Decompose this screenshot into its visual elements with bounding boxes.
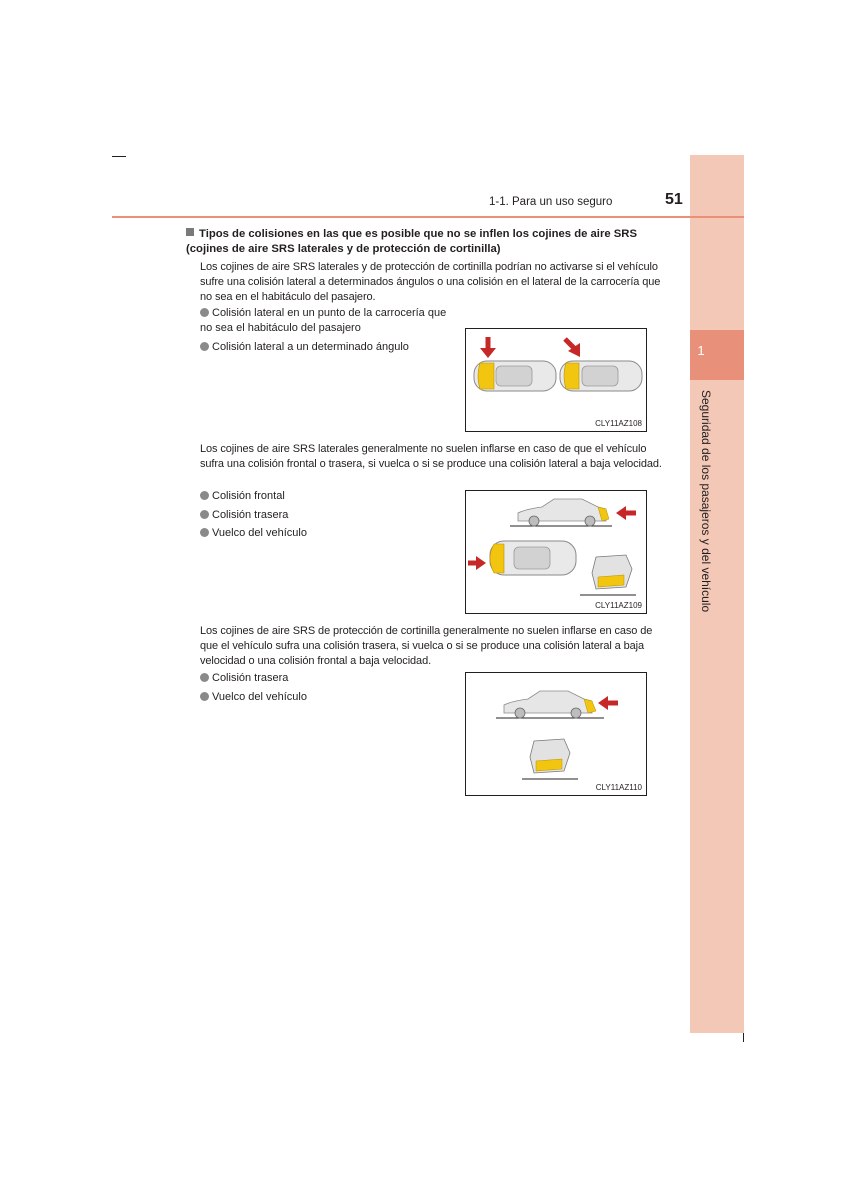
paragraph-2: Los cojines de aire SRS laterales generalmente no suelen inflarse en caso de que el vehículo sufra una colisión frontal o trasera, si vuelca o si se produce una colisión lateral a baja velocidad.: [200, 443, 662, 470]
figure-rear-rollover: [465, 672, 647, 796]
side-collision-illustration: [466, 329, 646, 431]
figure-front-rear-rollover: [465, 490, 647, 614]
car-side-view: [510, 499, 612, 526]
list-item: [200, 489, 285, 504]
car-top-view-front: [490, 541, 576, 575]
list-item-text: Colisión lateral a un determinado ángulo: [212, 341, 409, 353]
header-rule: [112, 216, 744, 218]
subsection-heading: [186, 227, 666, 257]
car-rollover: [522, 739, 578, 779]
list-item: [200, 306, 460, 336]
rear-rollover-illustration: [466, 673, 646, 795]
chapter-number: 1: [697, 343, 705, 358]
bullet-icon: [200, 673, 209, 682]
list-item-text: Colisión frontal: [212, 490, 285, 502]
car-side-view: [496, 691, 604, 718]
list-item-text: Vuelco del vehículo: [212, 527, 307, 539]
chapter-title: Seguridad de los pasajeros y del vehículo: [699, 390, 713, 613]
front-rear-rollover-illustration: [466, 491, 646, 613]
figure-side-collision: [465, 328, 647, 432]
section-title: 1-1. Para un uso seguro: [489, 196, 613, 208]
list-item: [200, 340, 460, 355]
paragraph-1: Los cojines de aire SRS laterales y de protección de cortinilla podrían no activarse si el vehículo sufre una colisión lateral a determinados ángulos o una colisión en el lateral de la carrocería que no sea en el habitáculo del pasajero.: [200, 261, 661, 303]
list-item: [200, 690, 307, 705]
list-item-text: Colisión trasera: [212, 509, 289, 521]
list-item: [200, 671, 288, 686]
bullet-icon: [200, 491, 209, 500]
list-item: [200, 526, 307, 541]
list-item-text: Colisión lateral en un punto de la carrocería que no sea el habitáculo del pasajero: [200, 307, 447, 334]
list-item-text: Colisión trasera: [212, 672, 289, 684]
car-top-view-1: [474, 361, 556, 391]
list-item-text: Vuelco del vehículo: [212, 691, 307, 703]
heading-text: Tipos de colisiones en las que es posible que no se inflen los cojines de aire SRS (cojines de aire SRS laterales y de protección de cortinilla): [186, 228, 637, 255]
bullet-icon: [200, 528, 209, 537]
bullet-icon: [200, 510, 209, 519]
figure-code: CLY11AZ110: [595, 783, 642, 792]
crop-mark: [112, 156, 126, 157]
bullet-icon: [200, 308, 209, 317]
bullet-icon: [200, 692, 209, 701]
figure-code: CLY11AZ109: [595, 601, 642, 610]
car-rollover: [580, 555, 636, 595]
square-bullet-icon: [186, 228, 194, 236]
bullet-icon: [200, 342, 209, 351]
paragraph-3: Los cojines de aire SRS de protección de cortinilla generalmente no suelen inflarse en caso de que el vehículo sufra una colisión trasera, si vuelca o si se produce una colisión lateral a baja velocidad o una colisión frontal a baja velocidad.: [200, 625, 653, 667]
car-top-view-2: [560, 361, 642, 391]
list-item: [200, 508, 288, 523]
page-number: 51: [665, 191, 683, 208]
figure-code: CLY11AZ108: [595, 419, 642, 428]
